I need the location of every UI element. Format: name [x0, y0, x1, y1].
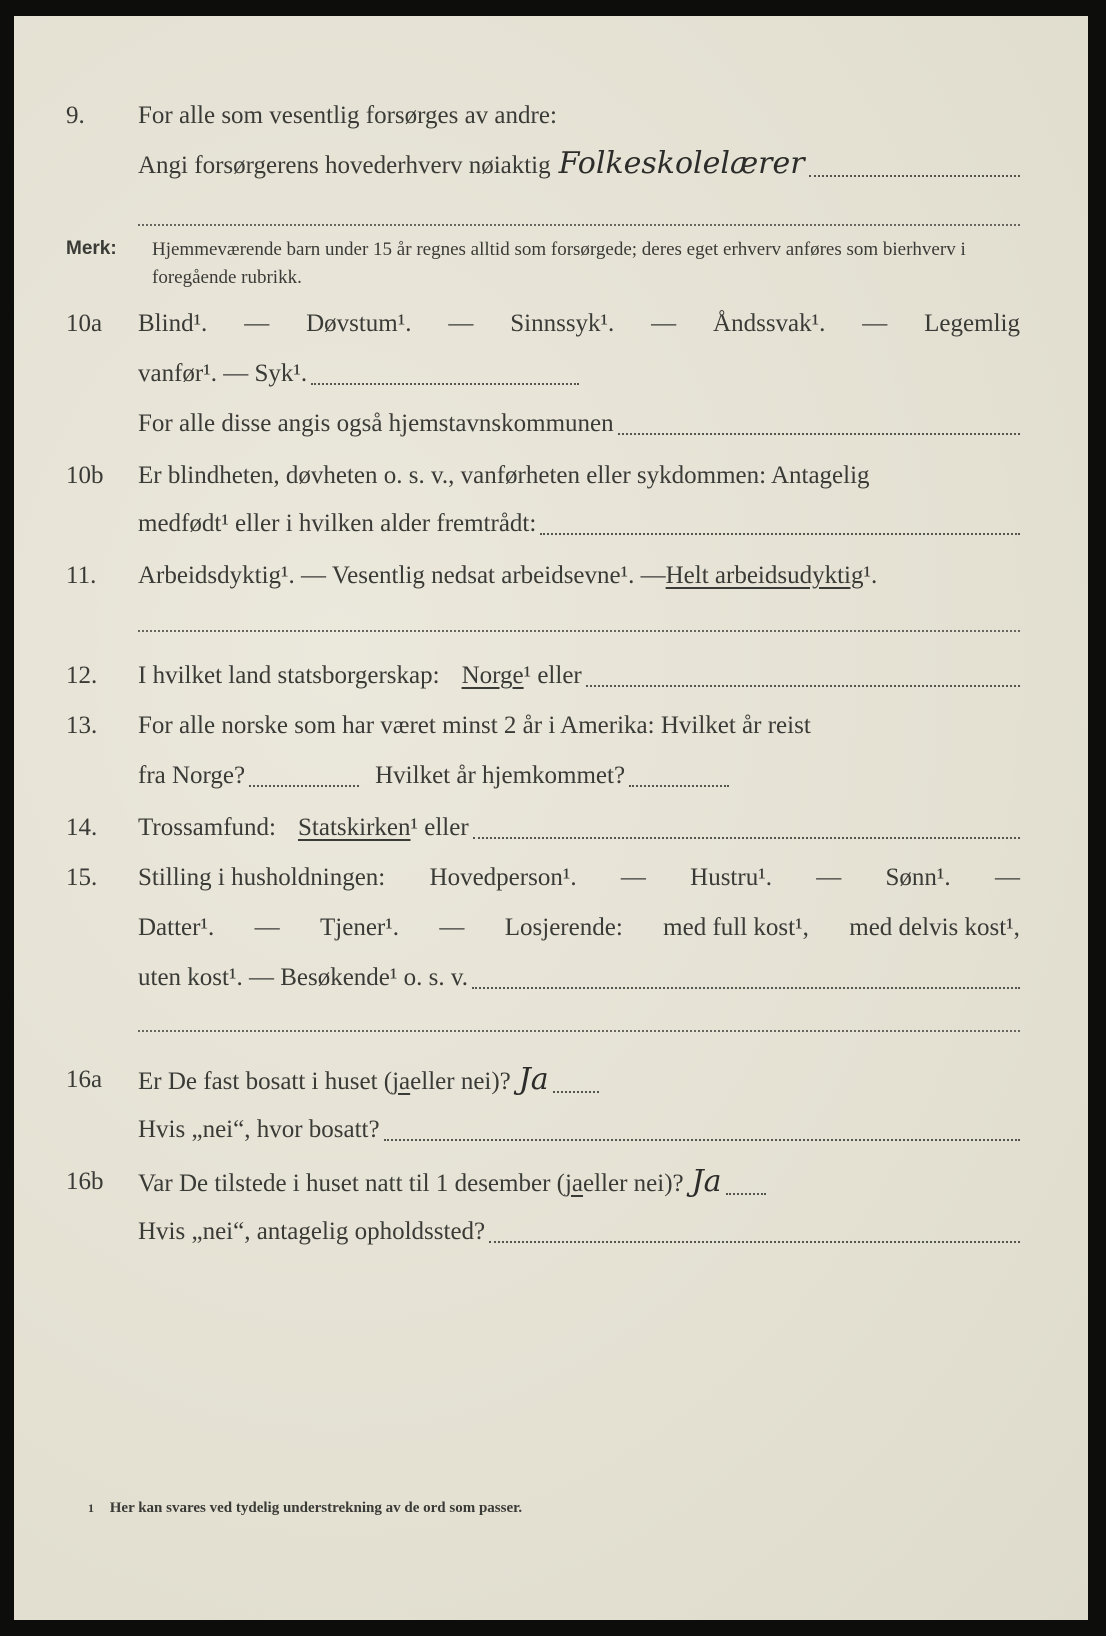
q12-number: 12.	[66, 662, 98, 689]
q10a-home-line	[618, 433, 1020, 435]
option-tjener: Tjener¹.	[320, 914, 399, 941]
q16a-residence-line	[384, 1139, 1020, 1141]
q9-number: 9.	[66, 102, 85, 129]
option-losjerende: Losjerende:	[504, 914, 623, 941]
footnote	[88, 1500, 522, 1517]
q16b-location-line	[489, 1241, 1020, 1243]
q16a-underlined-answer: ja	[392, 1068, 411, 1095]
q11-line	[14, 556, 1088, 596]
q14-answer-line	[473, 837, 1020, 839]
option-datter: Datter¹.	[138, 914, 215, 941]
divider	[138, 1030, 1020, 1032]
q16b-underlined-answer: ja	[564, 1170, 584, 1197]
separator: —	[448, 310, 474, 337]
q11-text: Arbeidsdyktig¹. — Vesentlig nedsat arbeidsevne¹. —	[138, 562, 666, 589]
q16b-suffix: eller nei)?	[583, 1170, 684, 1197]
q15-line1	[14, 858, 1088, 898]
option-sinnssyk: Sinnssyk¹.	[510, 310, 615, 337]
option-blind: Blind¹.	[138, 310, 208, 337]
separator: —	[994, 864, 1020, 891]
separator: —	[439, 914, 465, 941]
q16a-answer-line	[553, 1091, 599, 1093]
q14-suffix: ¹ eller	[410, 814, 469, 841]
separator: —	[862, 310, 888, 337]
q13-line1	[14, 706, 1088, 746]
divider	[138, 224, 1020, 226]
q10a-line3	[14, 404, 1088, 444]
q14-line	[14, 808, 1088, 848]
option-andssvak: Åndssvak¹.	[713, 310, 826, 337]
q16a-line2-text: Hvis „nei“, hvor bosatt?	[138, 1116, 380, 1143]
q16a-suffix: eller nei)?	[410, 1068, 511, 1095]
q10a-line2-text: vanfør¹. — Syk¹.	[138, 360, 308, 387]
q12-underlined-answer: Norge	[461, 662, 524, 689]
option-legemlig: Legemlig	[924, 310, 1020, 337]
q10b-text: Er blindheten, døvheten o. s. v., vanførheten eller sykdommen: Antagelig	[138, 462, 870, 489]
q14-text: Trossamfund:	[138, 814, 276, 841]
q16b-line1	[14, 1162, 1088, 1202]
q16a-number: 16a	[66, 1066, 103, 1093]
q16b-number: 16b	[66, 1168, 104, 1195]
footnote-mark: 1	[88, 1501, 94, 1515]
q13-return-line	[629, 785, 729, 787]
q11-suffix: ¹.	[863, 562, 878, 589]
footnote-text: Her kan svares ved tydelig understrekning av de ord som passer.	[109, 1500, 523, 1516]
q10a-line3-text: For alle disse angis også hjemstavnskommunen	[138, 410, 614, 437]
option-full-kost: med full kost¹,	[663, 914, 809, 941]
q16a-line1	[14, 1060, 1088, 1100]
q10a-line2	[14, 354, 1088, 394]
q10b-line1	[14, 456, 1088, 496]
q12-line	[14, 656, 1088, 696]
q13-line2	[14, 756, 1088, 796]
q16b-line2-text: Hvis „nei“, antagelig opholdssted?	[138, 1218, 486, 1245]
q16b-handwritten-answer: Ja	[691, 1164, 722, 1199]
option-hustru: Hustru¹.	[690, 864, 772, 891]
q10b-answer-line	[540, 533, 1020, 535]
q10a-options	[138, 304, 1020, 344]
q10a-line1	[14, 304, 1088, 344]
census-form-page	[14, 16, 1088, 1620]
q9-line2	[14, 144, 1088, 184]
q13-text: For alle norske som har været minst 2 år i Amerika: Hvilket år reist	[138, 712, 811, 739]
option-hovedperson: Hovedperson¹.	[429, 864, 577, 891]
separator: —	[244, 310, 270, 337]
divider	[138, 630, 1020, 632]
q15-answer-line	[472, 987, 1020, 989]
q10a-answer-line	[311, 383, 579, 385]
q10a-number: 10a	[66, 310, 103, 337]
q15-number: 15.	[66, 864, 98, 891]
separator: —	[651, 310, 677, 337]
q15-line3	[14, 958, 1088, 998]
q13-departure-line	[249, 785, 359, 787]
q16a-handwritten-answer: Ja	[518, 1062, 549, 1097]
option-delvis-kost: med delvis kost¹,	[849, 914, 1020, 941]
q9-handwritten-answer: Folkeskolelærer	[558, 146, 805, 181]
separator: —	[816, 864, 842, 891]
q12-suffix: ¹ eller	[523, 662, 582, 689]
option-sonn: Sønn¹.	[885, 864, 951, 891]
q14-underlined-answer: Statskirken	[298, 814, 411, 841]
q14-number: 14.	[66, 814, 98, 841]
q12-answer-line	[586, 685, 1020, 687]
q9-answer-line	[809, 175, 1020, 177]
separator: —	[254, 914, 280, 941]
separator: —	[620, 864, 646, 891]
q15-line2	[14, 908, 1088, 948]
note-label: Merk:	[66, 238, 117, 259]
q13-departure-label: fra Norge?	[138, 762, 246, 789]
q16b-text: Var De tilstede i huset natt til 1 desember (	[138, 1170, 565, 1197]
q15-label: Stilling i husholdningen:	[138, 864, 386, 891]
q16b-line2	[14, 1212, 1088, 1252]
q15-line3-text: uten kost¹. — Besøkende¹ o. s. v.	[138, 964, 469, 991]
q11-number: 11.	[66, 562, 97, 589]
note-text: Hjemmeværende barn under 15 år regnes alltid som forsørgede; deres eget erhverv anføres som bierhverv i foregående rubrikk.	[152, 239, 966, 288]
q9-label: Angi forsørgerens hovederhverv nøiaktig	[138, 152, 551, 179]
q10b-line2	[14, 504, 1088, 544]
option-dovstum: Døvstum¹.	[306, 310, 412, 337]
q16a-text: Er De fast bosatt i huset (	[138, 1068, 393, 1095]
q13-number: 13.	[66, 712, 98, 739]
q11-underlined-answer: Helt arbeidsudyktig	[665, 562, 864, 589]
q10b-number: 10b	[66, 462, 104, 489]
q9-line1	[14, 96, 1088, 136]
q13-return-label: Hvilket år hjemkommet?	[375, 762, 626, 789]
q16b-answer-line	[726, 1193, 766, 1195]
q10b-line2-text: medfødt¹ eller i hvilken alder fremtrådt:	[138, 510, 537, 537]
q12-text: I hvilket land statsborgerskap:	[138, 662, 440, 689]
q9-text: For alle som vesentlig forsørges av andre:	[138, 102, 557, 129]
q16a-line2	[14, 1110, 1088, 1150]
